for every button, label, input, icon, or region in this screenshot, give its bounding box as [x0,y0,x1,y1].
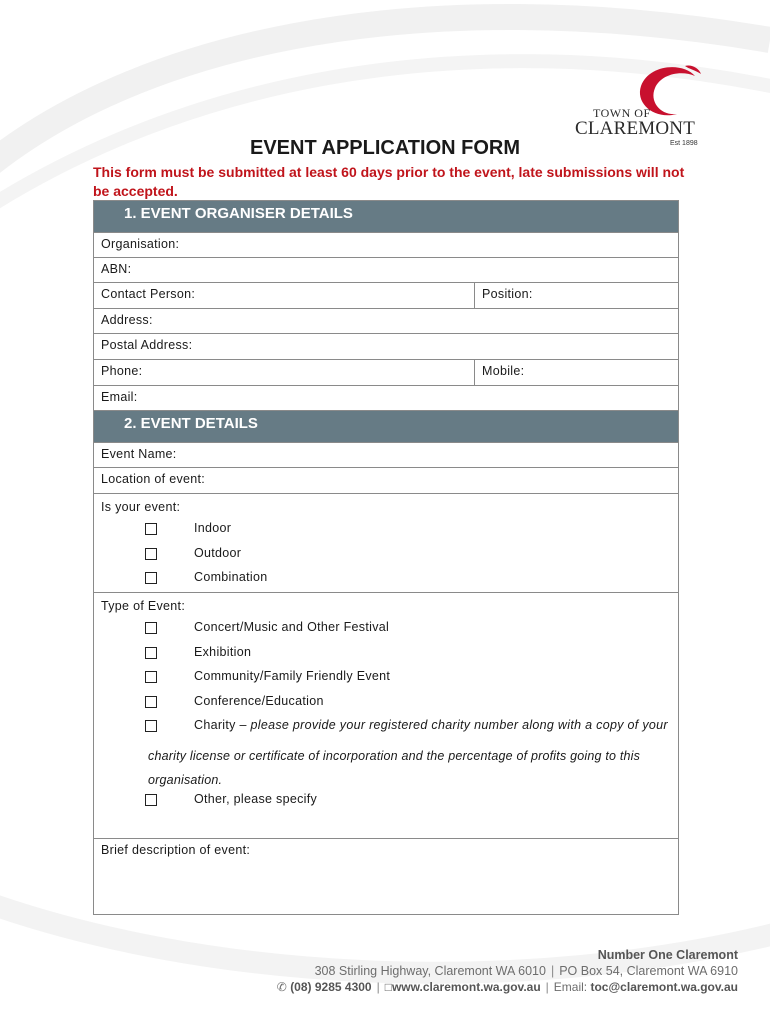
option-conference[interactable] [94,695,678,720]
checkbox-icon[interactable] [145,671,157,683]
phone-label: Phone: [101,364,143,378]
option-label [194,718,668,732]
abn-row[interactable] [94,258,678,283]
organisation-label: Organisation: [101,237,180,251]
option-outdoor[interactable] [94,547,678,572]
venue-type-block [94,494,678,593]
checkbox-icon[interactable] [145,696,157,708]
checkbox-icon[interactable] [145,647,157,659]
option-other[interactable] [94,793,678,818]
footer-address-line [277,963,738,979]
checkbox-icon[interactable] [145,523,157,535]
email-row[interactable] [94,386,678,411]
location-label: Location of event: [101,472,206,486]
charity-instructions-1: please provide your registered charity number along with a copy of your [250,718,668,732]
option-label: Indoor [194,521,232,535]
page-title: EVENT APPLICATION FORM [250,137,520,159]
postal-address-row[interactable] [94,334,678,360]
option-label: Combination [194,570,268,584]
footer-org: Number One Claremont [597,948,738,962]
event-application-form [93,200,679,915]
is-your-event-label: Is your event: [101,500,181,514]
option-label: Exhibition [194,644,252,659]
charity-instructions-2: charity license or certificate of incorporation and the percentage of profits going to this [148,748,641,763]
address-label: Address: [101,313,153,327]
option-exhibition[interactable] [94,646,678,671]
logo-est-text: Est 1898 [670,140,698,147]
section-2-heading: 2. EVENT DETAILS [94,411,678,443]
option-community[interactable] [94,670,678,695]
footer-contact-line [277,979,738,995]
brief-description-label: Brief description of event: [101,843,251,857]
mobile-field[interactable] [475,360,678,385]
footer-website[interactable]: www.claremont.wa.gov.au [391,980,541,994]
web-icon: □ [384,980,392,994]
contact-person-label: Contact Person: [101,287,196,301]
option-indoor[interactable] [94,522,678,547]
section-1-heading: 1. EVENT ORGANISER DETAILS [94,201,678,233]
option-label: Concert/Music and Other Festival [194,620,390,634]
footer-separator: | [376,980,380,994]
checkbox-icon[interactable] [145,794,157,806]
footer-separator: | [550,964,555,978]
postal-address-label: Postal Address: [101,338,193,352]
footer-contact [277,947,738,995]
submission-warning: This form must be submitted at least 60 days prior to the event, late submissions will not be accepted. [93,164,685,199]
option-label: Outdoor [194,545,242,560]
contact-person-row [94,283,678,309]
event-name-row[interactable] [94,443,678,468]
charity-label: Charity – [194,718,251,732]
option-label: Conference/Education [194,693,324,708]
phone-row [94,360,678,386]
position-label: Position: [482,287,533,301]
phone-field[interactable] [94,360,475,385]
checkbox-icon[interactable] [145,720,157,732]
option-concert[interactable] [94,621,678,646]
organisation-row[interactable] [94,233,678,258]
address-row[interactable] [94,309,678,334]
phone-icon: ✆ [276,980,287,994]
position-field[interactable] [475,283,678,308]
option-label: Other, please specify [194,791,318,806]
option-charity[interactable] [94,719,678,744]
event-type-block [94,593,678,839]
footer-separator: | [545,980,549,994]
checkbox-icon[interactable] [145,572,157,584]
logo-name-text: CLAREMONT [575,118,696,139]
checkbox-icon[interactable] [145,548,157,560]
option-combination[interactable] [94,571,678,596]
brief-description-field[interactable] [94,839,678,914]
footer-address: 308 Stirling Highway, Claremont WA 6010 [314,964,546,978]
option-label: Community/Family Friendly Event [194,669,391,683]
abn-label: ABN: [101,262,132,276]
mobile-label: Mobile: [482,364,525,378]
email-label: Email: [101,390,138,404]
charity-instructions-3: organisation. [148,773,223,787]
contact-person-field[interactable] [94,283,475,308]
footer-po-box: PO Box 54, Claremont WA 6910 [559,964,738,978]
event-name-label: Event Name: [101,447,177,461]
footer-phone[interactable]: (08) 9285 4300 [290,980,372,994]
type-of-event-label: Type of Event: [101,599,186,613]
logo-town-text: TOWN OF [593,106,651,120]
checkbox-icon[interactable] [145,622,157,634]
footer-email[interactable]: toc@claremont.wa.gov.au [590,980,738,994]
footer-email-label: Email: [553,980,588,994]
location-row[interactable] [94,468,678,494]
